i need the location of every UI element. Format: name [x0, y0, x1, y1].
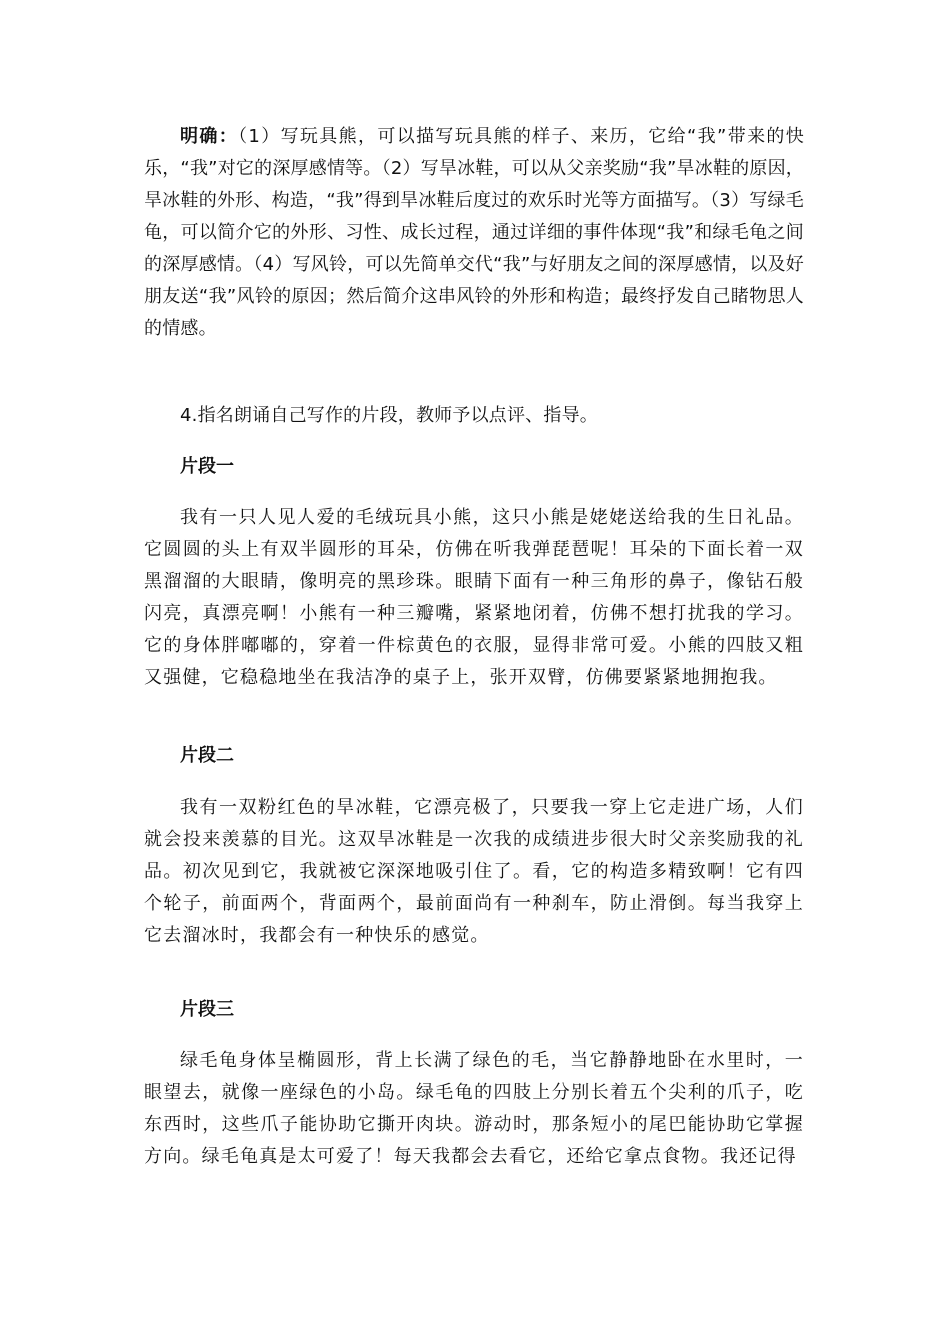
intro-lead: 明确：	[180, 126, 239, 147]
intro-paragraph	[144, 121, 804, 345]
fragment-1-heading: 片段一	[180, 456, 234, 477]
fragment-2-heading: 片段二	[180, 745, 234, 766]
step-paragraph: 4.指名朗诵自己写作的片段，教师予以点评、指导。	[180, 405, 598, 426]
fragment-3-heading: 片段三	[180, 999, 234, 1020]
fragment-2-text: 我有一双粉红色的旱冰鞋，它漂亮极了，只要我一穿上它走进广场，人们就会投来羡慕的目光。这双旱冰鞋是一次我的成绩进步很大时父亲奖励我的礼品。初次见到它，我就被它深深地吸引住了。看，它的构造多精致啊！它有四个轮子，前面两个，背面两个，最前面尚有一种刹车，防止滑倒。每当我穿上它去溜冰时，我都会有一种快乐的感觉。	[144, 797, 804, 946]
fragment-3-text: 绿毛龟身体呈椭圆形，背上长满了绿色的毛，当它静静地卧在水里时，一眼望去，就像一座绿色的小岛。绿毛龟的四肢上分别长着五个尖利的爪子，吃东西时，这些爪子能协助它撕开肉块。游动时，那条短小的尾巴能协助它掌握方向。绿毛龟真是太可爱了！每天我都会去看它，还给它拿点食物。我还记得	[144, 1050, 804, 1167]
fragment-1-text: 我有一只人见人爱的毛绒玩具小熊，这只小熊是姥姥送给我的生日礼品。它圆圆的头上有双半圆形的耳朵，仿佛在听我弹琵琶呢！耳朵的下面长着一双黑溜溜的大眼睛，像明亮的黑珍珠。眼睛下面有一种三角形的鼻子，像钻石般闪亮，真漂亮啊！小熊有一种三瓣嘴，紧紧地闭着，仿佛不想打扰我的学习。它的身体胖嘟嘟的，穿着一件棕黄色的衣服，显得非常可爱。小熊的四肢又粗又强健，它稳稳地坐在我洁净的桌子上，张开双臂，仿佛要紧紧地拥抱我。	[144, 507, 804, 688]
intro-text: （1）写玩具熊，可以描写玩具熊的样子、来历，它给“我”带来的快乐，“我”对它的深厚感情等。（2）写旱冰鞋，可以从父亲奖励“我”旱冰鞋的原因，旱冰鞋的外形、构造，“我”得到旱冰鞋后度过的欢乐时光等方面描写。（3）写绿毛龟，可以简介它的外形、习性、成长过程，通过详细的事件体现“我”和绿毛龟之间的深厚感情。（4）写风铃，可以先简单交代“我”与好朋友之间的深厚感情，以及好朋友送“我”风铃的原因；然后简介这串风铃的外形和构造；最终抒发自己睹物思人的情感。	[144, 126, 804, 339]
